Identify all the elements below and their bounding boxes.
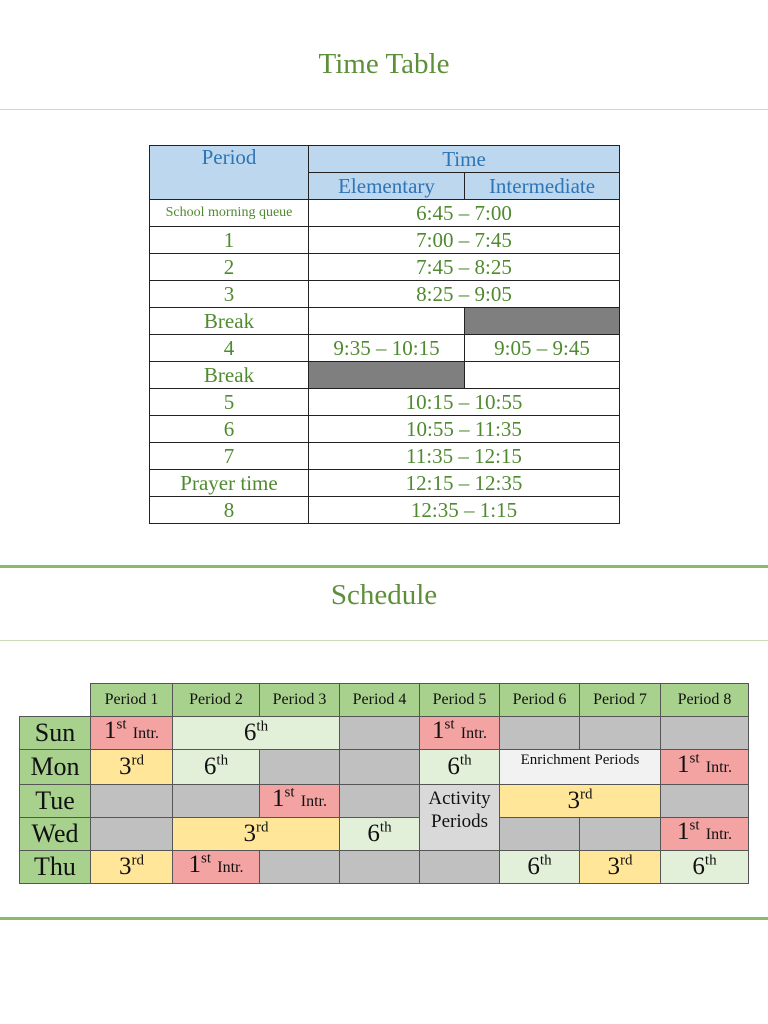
period-cell: Prayer time	[150, 470, 309, 497]
time-cell: 10:15 – 10:55	[309, 389, 620, 416]
time-cell: 7:00 – 7:45	[309, 227, 620, 254]
free-cell	[91, 817, 173, 850]
intermediate-cell	[465, 362, 620, 389]
period-cell: 2	[150, 254, 309, 281]
sixth-cell: 6th	[661, 850, 749, 883]
first-intr-cell: 1st Intr.	[420, 716, 500, 749]
table-row	[150, 200, 620, 227]
header-time: Time	[309, 146, 620, 173]
third-cell: 3rd	[91, 850, 173, 883]
day-label: Tue	[20, 784, 91, 817]
schedule-header-row	[20, 684, 749, 717]
free-cell	[500, 817, 580, 850]
free-cell	[661, 784, 749, 817]
sixth-cell: 6th	[500, 850, 580, 883]
table-row	[150, 416, 620, 443]
period-cell: 4	[150, 335, 309, 362]
activity-periods-cell: Activity Periods	[420, 784, 500, 850]
third-cell: 3rd	[91, 749, 173, 784]
elementary-cell	[309, 308, 465, 335]
free-cell	[580, 716, 661, 749]
period-header: Period 6	[500, 684, 580, 717]
free-cell	[173, 784, 260, 817]
table-row	[150, 362, 620, 389]
time-cell: 7:45 – 8:25	[309, 254, 620, 281]
timetable-table	[149, 145, 620, 524]
free-cell	[260, 850, 340, 883]
table-row	[150, 389, 620, 416]
period-cell: 5	[150, 389, 309, 416]
time-cell: 8:25 – 9:05	[309, 281, 620, 308]
divider	[0, 565, 768, 568]
time-cell: 6:45 – 7:00	[309, 200, 620, 227]
period-cell: Break	[150, 362, 309, 389]
free-cell	[340, 850, 420, 883]
period-cell: School morning queue	[150, 200, 309, 227]
free-cell	[500, 716, 580, 749]
period-cell: 8	[150, 497, 309, 524]
sixth-cell: 6th	[173, 716, 340, 749]
elementary-cell-shaded	[309, 362, 465, 389]
first-intr-cell: 1st Intr.	[260, 784, 340, 817]
period-cell: 7	[150, 443, 309, 470]
sixth-cell: 6th	[420, 749, 500, 784]
table-row	[150, 227, 620, 254]
table-row	[150, 443, 620, 470]
period-cell: 3	[150, 281, 309, 308]
header-period: Period	[150, 146, 309, 200]
intermediate-cell-shaded	[465, 308, 620, 335]
free-cell	[340, 784, 420, 817]
time-cell: 12:35 – 1:15	[309, 497, 620, 524]
period-header: Period 3	[260, 684, 340, 717]
free-cell	[340, 716, 420, 749]
period-header: Period 4	[340, 684, 420, 717]
period-cell: 1	[150, 227, 309, 254]
schedule-row-wed	[20, 817, 749, 850]
first-intr-cell: 1st Intr.	[661, 749, 749, 784]
free-cell	[420, 850, 500, 883]
period-header: Period 2	[173, 684, 260, 717]
divider	[0, 917, 768, 920]
schedule-row-tue	[20, 784, 749, 817]
third-cell: 3rd	[500, 784, 661, 817]
period-cell: Break	[150, 308, 309, 335]
day-label: Wed	[20, 817, 91, 850]
timetable-header-row	[150, 146, 620, 173]
corner-blank	[20, 684, 91, 717]
schedule-table	[19, 683, 749, 884]
free-cell	[260, 749, 340, 784]
day-label: Mon	[20, 749, 91, 784]
table-row	[150, 254, 620, 281]
table-row	[150, 470, 620, 497]
period-header: Period 7	[580, 684, 661, 717]
free-cell	[340, 749, 420, 784]
schedule-title: Schedule	[330, 579, 438, 611]
free-cell	[661, 716, 749, 749]
time-cell: 10:55 – 11:35	[309, 416, 620, 443]
schedule-row-mon	[20, 749, 749, 784]
time-cell: 12:15 – 12:35	[309, 470, 620, 497]
free-cell	[91, 784, 173, 817]
table-row	[150, 308, 620, 335]
first-intr-cell: 1st Intr.	[661, 817, 749, 850]
free-cell	[580, 817, 661, 850]
divider	[0, 640, 768, 641]
day-label: Thu	[20, 850, 91, 883]
schedule-row-thu	[20, 850, 749, 883]
elementary-cell: 9:35 – 10:15	[309, 335, 465, 362]
time-cell: 11:35 – 12:15	[309, 443, 620, 470]
table-row	[150, 281, 620, 308]
timetable-title: Time Table	[318, 48, 450, 80]
header-elementary: Elementary	[309, 173, 465, 200]
sixth-cell: 6th	[173, 749, 260, 784]
period-header: Period 1	[91, 684, 173, 717]
table-row	[150, 335, 620, 362]
period-header: Period 5	[420, 684, 500, 717]
first-intr-cell: 1st Intr.	[91, 716, 173, 749]
header-intermediate: Intermediate	[465, 173, 620, 200]
third-cell: 3rd	[580, 850, 661, 883]
first-intr-cell: 1st Intr.	[173, 850, 260, 883]
sixth-cell: 6th	[340, 817, 420, 850]
enrichment-periods-cell: Enrichment Periods	[500, 749, 661, 784]
day-label: Sun	[20, 716, 91, 749]
period-header: Period 8	[661, 684, 749, 717]
intermediate-cell: 9:05 – 9:45	[465, 335, 620, 362]
third-cell: 3rd	[173, 817, 340, 850]
period-cell: 6	[150, 416, 309, 443]
schedule-row-sun	[20, 716, 749, 749]
table-row	[150, 497, 620, 524]
divider	[0, 109, 768, 110]
